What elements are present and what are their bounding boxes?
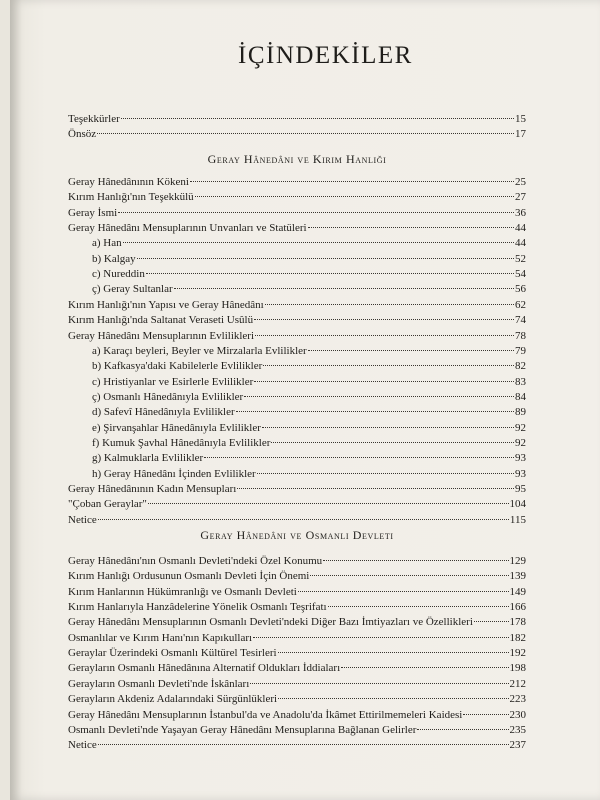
dot-leader (298, 591, 509, 592)
toc-entry-label: Geray Hânedânı Mensuplarının İstanbul'da ve Anadolu'da İkâmet Ettirilmemeleri Kaidesi (68, 709, 463, 721)
toc-entry-page: 192 (509, 647, 526, 659)
toc-entry-label: Kırım Hanlığı Ordusunun Osmanlı Devleti İçin Önemi (68, 570, 310, 582)
toc-entry-page: 139 (509, 570, 526, 582)
toc-entry-label: f) Kumuk Şavhal Hânedânıyla Evlilikler (92, 437, 271, 449)
toc-entry (68, 708, 526, 722)
dot-leader (118, 212, 514, 213)
dot-leader (328, 606, 509, 607)
toc-entry-page: 223 (509, 693, 526, 705)
dot-leader (474, 621, 509, 622)
dot-leader (254, 381, 514, 382)
toc-entry-page: 182 (509, 632, 526, 644)
toc-entry-page: 92 (515, 437, 526, 449)
dot-leader (190, 181, 514, 182)
toc-entry (68, 298, 526, 312)
toc-entry-label: Osmanlılar ve Kırım Hanı'nın Kapıkulları (68, 632, 253, 644)
toc-entry-label: a) Han (92, 237, 122, 249)
toc-entry-page: 230 (509, 709, 526, 721)
dot-leader (204, 457, 514, 458)
toc-entry-label: Önsöz (68, 128, 97, 140)
toc-entry (68, 585, 526, 599)
toc-entry (92, 359, 526, 373)
toc-entry (92, 451, 526, 465)
toc-entry-label: c) Nureddin (92, 268, 145, 280)
dot-leader (271, 442, 514, 443)
toc-entry-page: 149 (509, 586, 526, 598)
toc-entry-label: a) Karaçı beyleri, Beyler ve Mirzalarla Evlilikler (92, 345, 307, 357)
dot-leader (310, 575, 508, 576)
toc-entry-page: 93 (515, 452, 526, 464)
toc-entry-label: d) Safevî Hânedânıyla Evlilikler (92, 406, 235, 418)
dot-leader (308, 227, 514, 228)
dot-leader (123, 242, 514, 243)
dot-leader (257, 473, 514, 474)
toc-entry-page: 166 (509, 601, 526, 613)
dot-leader (146, 273, 514, 274)
toc-entry (68, 175, 526, 189)
toc-entry (68, 723, 526, 737)
dot-leader (244, 396, 514, 397)
toc-entry-label: b) Kafkasya'daki Kabilelerle Evlilikler (92, 360, 263, 372)
toc-entry-page: 52 (515, 253, 526, 265)
toc-entry (68, 313, 526, 327)
toc-entry (92, 390, 526, 404)
dot-leader (137, 258, 514, 259)
dot-leader (308, 350, 514, 351)
toc-entry-page: 93 (515, 468, 526, 480)
toc-entry-label: Gerayların Osmanlı Hânedânına Alternatif Oldukları İddiaları (68, 662, 341, 674)
toc-entry-page: 198 (509, 662, 526, 674)
toc-entry-label: Gerayların Osmanlı Devleti'nde İskânları (68, 678, 250, 690)
toc-entry (68, 190, 526, 204)
toc-entry-label: Netice (68, 514, 97, 526)
toc-entry-page: 178 (509, 616, 526, 628)
toc-entry-label: Geray Hânedânının Kadın Mensupları (68, 483, 237, 495)
toc-entry-page: 74 (515, 314, 526, 326)
toc-entry-page: 78 (515, 330, 526, 342)
toc-entry (68, 497, 526, 511)
toc-entry-page: 44 (515, 237, 526, 249)
toc-entry-label: Geray Hânedânının Kökeni (68, 176, 189, 188)
toc-entry-label: "Çoban Geraylar" (68, 498, 147, 510)
dot-leader (463, 714, 508, 715)
toc-entry-label: ç) Osmanlı Hânedânıyla Evlilikler (92, 391, 244, 403)
dot-leader (174, 288, 514, 289)
toc-entry (68, 600, 526, 614)
book-page (10, 0, 600, 800)
toc-entry (68, 661, 526, 675)
dot-leader (263, 365, 514, 366)
toc-entry (68, 329, 526, 343)
dot-leader (98, 519, 509, 520)
toc-entry-page: 17 (515, 128, 526, 140)
dot-leader (195, 196, 514, 197)
toc-entry-page: 15 (515, 113, 526, 125)
section-heading: Geray Hânedânı ve Osmanlı Devleti (200, 528, 394, 542)
toc-entry-label: Kırım Hanlarının Hükümranlığı ve Osmanlı Devleti (68, 586, 297, 598)
toc-entry-page: 237 (509, 739, 526, 751)
toc-entry-page: 62 (515, 299, 526, 311)
toc-entry-label: h) Geray Hânedânı İçinden Evlilikler (92, 468, 256, 480)
toc-entry (92, 344, 526, 358)
toc-entry (92, 405, 526, 419)
toc-entry (68, 554, 526, 568)
toc-entry (92, 467, 526, 481)
toc-entry (68, 112, 526, 126)
toc-entry-label: Geray Hânedânı Mensuplarının Unvanları ve Statüleri (68, 222, 307, 234)
dot-leader (236, 411, 514, 412)
toc-entry-page: 25 (515, 176, 526, 188)
toc-entry-label: Kırım Hanlığı'nın Yapısı ve Geray Hânedânı (68, 299, 264, 311)
toc-entry (68, 482, 526, 496)
toc-entry (92, 421, 526, 435)
toc-entry-label: Teşekkürler (68, 113, 120, 125)
toc-entry-label: Geray İsmi (68, 207, 118, 219)
toc-entry-page: 89 (515, 406, 526, 418)
toc-entry-label: Netice (68, 739, 97, 751)
toc-entry (68, 221, 526, 235)
toc-entry-label: c) Hristiyanlar ve Esirlerle Evlilikler (92, 376, 254, 388)
toc-entry (68, 692, 526, 706)
dot-leader (278, 652, 509, 653)
dot-leader (97, 133, 514, 134)
toc-entry (92, 282, 526, 296)
toc-entry (68, 127, 526, 141)
toc-entry-page: 95 (515, 483, 526, 495)
toc-entry-label: Geray Hânedânı'nın Osmanlı Devleti'ndeki Özel Konumu (68, 555, 323, 567)
toc-entry-page: 36 (515, 207, 526, 219)
dot-leader (278, 698, 508, 699)
toc-entry-label: Geray Hânedânı Mensuplarının Evlilikleri (68, 330, 255, 342)
toc-entry-label: ç) Geray Sultanlar (92, 283, 173, 295)
dot-leader (253, 637, 508, 638)
toc-entry (68, 513, 526, 527)
toc-entry (68, 569, 526, 583)
toc-entry-label: Kırım Hanlığı'nda Saltanat Veraseti Usûlü (68, 314, 254, 326)
dot-leader (341, 667, 508, 668)
toc-entry-label: Geray Hânedânı Mensuplarının Osmanlı Devleti'ndeki Diğer Bazı İmtiyazları ve Özellikleri (68, 616, 473, 628)
toc-entry-page: 92 (515, 422, 526, 434)
toc-entry-page: 235 (509, 724, 526, 736)
dot-leader (121, 118, 514, 119)
toc-entry-label: b) Kalgay (92, 253, 136, 265)
toc-entry-page: 44 (515, 222, 526, 234)
toc-entry-page: 84 (515, 391, 526, 403)
dot-leader (237, 488, 514, 489)
toc-entry (92, 252, 526, 266)
section-heading: Geray Hânedânı ve Kırım Hanlığı (207, 152, 387, 166)
toc-entry (92, 236, 526, 250)
dot-leader (323, 560, 508, 561)
toc-entry (68, 631, 526, 645)
toc-entry-page: 83 (515, 376, 526, 388)
toc-entry (68, 738, 526, 752)
toc-entry (92, 436, 526, 450)
toc-entry-page: 79 (515, 345, 526, 357)
dot-leader (254, 319, 514, 320)
toc-entry-page: 129 (509, 555, 526, 567)
toc-entry (92, 267, 526, 281)
toc-entry-label: g) Kalmuklarla Evlilikler (92, 452, 204, 464)
toc-entry-label: Geraylar Üzerindeki Osmanlı Kültürel Tesirleri (68, 647, 277, 659)
dot-leader (98, 744, 509, 745)
toc-entry-page: 104 (509, 498, 526, 510)
toc-entry (68, 206, 526, 220)
toc-entry (68, 646, 526, 660)
toc-entry-page: 54 (515, 268, 526, 280)
toc-entry (68, 615, 526, 629)
toc-entry (92, 375, 526, 389)
toc-entry (68, 677, 526, 691)
toc-entry-label: Kırım Hanlarıyla Hanzâdelerine Yönelik Osmanlı Teşrifatı (68, 601, 327, 613)
dot-leader (255, 335, 514, 336)
toc-entry-page: 27 (515, 191, 526, 203)
toc-entry-label: Osmanlı Devleti'nde Yaşayan Geray Hânedânı Mensuplarına Bağlanan Gelirler (68, 724, 417, 736)
dot-leader (265, 304, 514, 305)
toc-entry-page: 115 (509, 514, 526, 526)
dot-leader (417, 729, 508, 730)
toc-entry-page: 56 (515, 283, 526, 295)
toc-entry-label: Kırım Hanlığı'nın Teşekkülü (68, 191, 194, 203)
dot-leader (262, 427, 514, 428)
page-title: İÇİNDEKİLER (238, 42, 413, 69)
toc-entry-label: Gerayların Akdeniz Adalarındaki Sürgünlükleri (68, 693, 278, 705)
dot-leader (148, 503, 509, 504)
dot-leader (250, 683, 508, 684)
toc-entry-page: 212 (509, 678, 526, 690)
toc-entry-page: 82 (515, 360, 526, 372)
toc-entry-label: e) Şirvanşahlar Hânedânıyla Evlilikler (92, 422, 261, 434)
